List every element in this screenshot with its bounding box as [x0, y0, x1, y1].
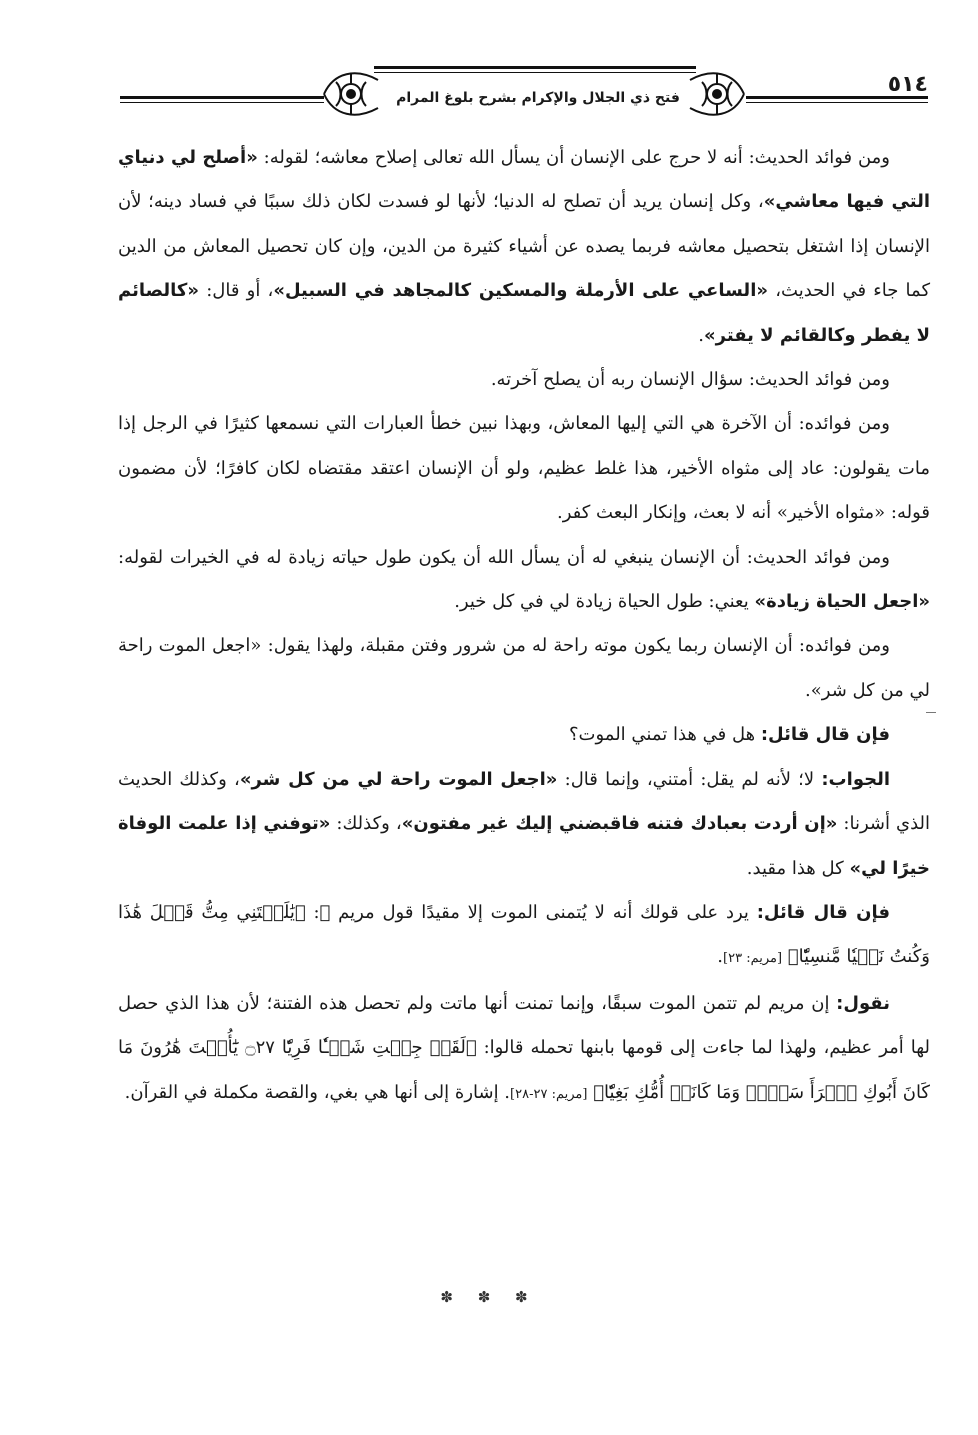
- paragraph: [118, 536, 930, 625]
- paragraph-text: ، وكل إنسان يريد أن تصلح له الدنيا؛ لأنها لو فسدت لكان ذلك سببًا في فساد دينه؛ لأن الإنسان إذا اشتغل بتحصيل معاشه فربما يصده عن أشياء كثيرة من الدين، وإن كان تحصيل المعاش من الدين كما جاء في الحديث،: [118, 191, 931, 302]
- paragraph-text: ومن فوائد الحديث: أنه لا حرج على الإنسان أن يسأل الله تعالى إصلاح معاشه؛ لقوله:: [257, 147, 890, 168]
- paragraph-text: يرد على قولك أنه لا يُتمنى الموت إلا مقيدًا قول مريم ﷺ:: [305, 901, 757, 923]
- running-header: [120, 58, 928, 128]
- emphasized-quote: «إن أردت بعبادك فتنه فاقبضني إليك غير مفتون»: [401, 813, 838, 835]
- header-rule-top-thin: [374, 72, 696, 73]
- margin-mark: [926, 712, 936, 713]
- paragraph-text: هل في هذا تمني الموت؟: [568, 724, 761, 746]
- paragraph-text: كل هذا مقيد.: [746, 857, 850, 879]
- emphasized-quote: «اجعل الحياة زيادة»: [754, 591, 930, 613]
- page-number: ٥١٤: [887, 72, 928, 97]
- header-rule-left: [120, 96, 324, 99]
- arabesque-ornament-icon: [316, 62, 386, 126]
- header-rule-right-thin: [746, 102, 928, 103]
- paragraph-text: .: [717, 946, 724, 968]
- emphasized-quote: «أصلح لي دنياي التي فيها معاشي»: [118, 147, 930, 213]
- paragraph: [118, 891, 930, 982]
- paragraph: [118, 136, 930, 358]
- header-rule-left-thin: [120, 102, 324, 103]
- paragraph-text: ومن فوائد الحديث: سؤال الإنسان ربه أن يصلح آخرته.: [490, 369, 890, 391]
- paragraph: [118, 624, 930, 713]
- arabesque-ornament-icon: [682, 62, 752, 126]
- page-body: [118, 136, 930, 1117]
- verse-reference: [مريم: ٢٧-٢٨]: [510, 1086, 588, 1102]
- paragraph-text: ، وكذلك الحديث الذي أشرنا:: [118, 768, 930, 835]
- paragraph: [118, 758, 930, 891]
- section-separator: ✽ ✽ ✽: [440, 1288, 538, 1306]
- emphasized-quote: «اجعل الموت راحة لي من كل شر»: [239, 768, 558, 790]
- emphasized-quote: «توفني إذا علمت الوفاة خيرًا لي»: [118, 813, 930, 879]
- paragraph: [118, 358, 930, 402]
- paragraph-text: .: [698, 324, 705, 346]
- paragraph-text: ومن فوائده: أن الإنسان ربما يكون موته راحة له من شرور وفتن مقبلة، ولهذا يقول: «اجعل الموت راحة لي من كل شر».: [118, 635, 930, 701]
- emphasized-quote: فإن قال قائل:: [756, 901, 890, 923]
- paragraph-text: . إشارة إلى أنها هي بغي، والقصة مكملة في القرآن.: [124, 1081, 511, 1103]
- emphasized-quote: «كالصائم لا يفطر وكالقائم لا يفتر»: [118, 280, 930, 346]
- emphasized-quote: «الساعي على الأرملة والمسكين كالمجاهد في السبيل»: [273, 280, 768, 302]
- paragraph: [118, 402, 930, 535]
- paragraph-text: ، أو قال:: [198, 280, 274, 302]
- emphasized-quote: الجواب:: [821, 768, 891, 790]
- paragraph-text: لا؛ لأنه لم يقل: أمتني، وإنما قال:: [557, 768, 822, 790]
- book-title: فتح ذي الجلال والإكرام بشرح بلوغ المرام: [396, 90, 680, 106]
- emphasized-quote: فإن قال قائل:: [760, 724, 890, 746]
- paragraph-text: ، وكذلك:: [330, 813, 402, 835]
- paragraph-text: ومن فوائده: أن الآخرة هي التي إليها المعاش، وبهذا نبين خطأ العبارات التي نسمعها كثيرًا في الرجل إذا مات يقولون: عاد إلى مثواه الأخير، هذا غلط عظيم، ولو أن الإنسان اعتقد مقتضاه لكان كافرًا؛ لأن مضمون قوله: «مثواه الأخير» أنه لا بعث، وإنكار البعث كفر.: [118, 413, 930, 524]
- verse-reference: [مريم: ٢٣]: [723, 951, 783, 967]
- paragraph-text: يعني: طول الحياة زيادة لي في كل خير.: [454, 591, 755, 613]
- paragraph-text: ومن فوائد الحديث: أن الإنسان ينبغي له أن يسأل الله أن يكون طول حياته زيادة له في الخيرات لقوله:: [118, 546, 890, 568]
- quran-verse: ﴿يَٰلَيۡتَنِي مِتُّ قَبۡلَ هَٰذَا وَكُنتُ نَسۡيٗا مَّنسِيّٗا﴾: [118, 901, 930, 968]
- emphasized-quote: نقول:: [836, 992, 890, 1014]
- paragraph: [118, 982, 930, 1117]
- header-rule-top: [374, 66, 696, 69]
- paragraph-text: إن مريم لم تتمن الموت سبقًا، وإنما تمنت أنها ماتت ولم تحصل هذه الفتنة؛ لأن هذا الذي حصل لها أمر عظيم، ولهذا لما جاءت إلى قومها بابنها تحمله قالوا:: [118, 992, 931, 1059]
- paragraph: [118, 713, 930, 757]
- quran-verse: ﴿لَقَدۡ جِئۡتِ شَيۡـٔٗا فَرِيّٗا ۝٢٧ يَٰٓأُخۡتَ هَٰرُونَ مَا كَانَ أَبُوكِ ٱمۡرَأَ سَوۡءٖ وَمَا كَانَتۡ أُمُّكِ بَغِيّٗا﴾: [118, 1037, 930, 1103]
